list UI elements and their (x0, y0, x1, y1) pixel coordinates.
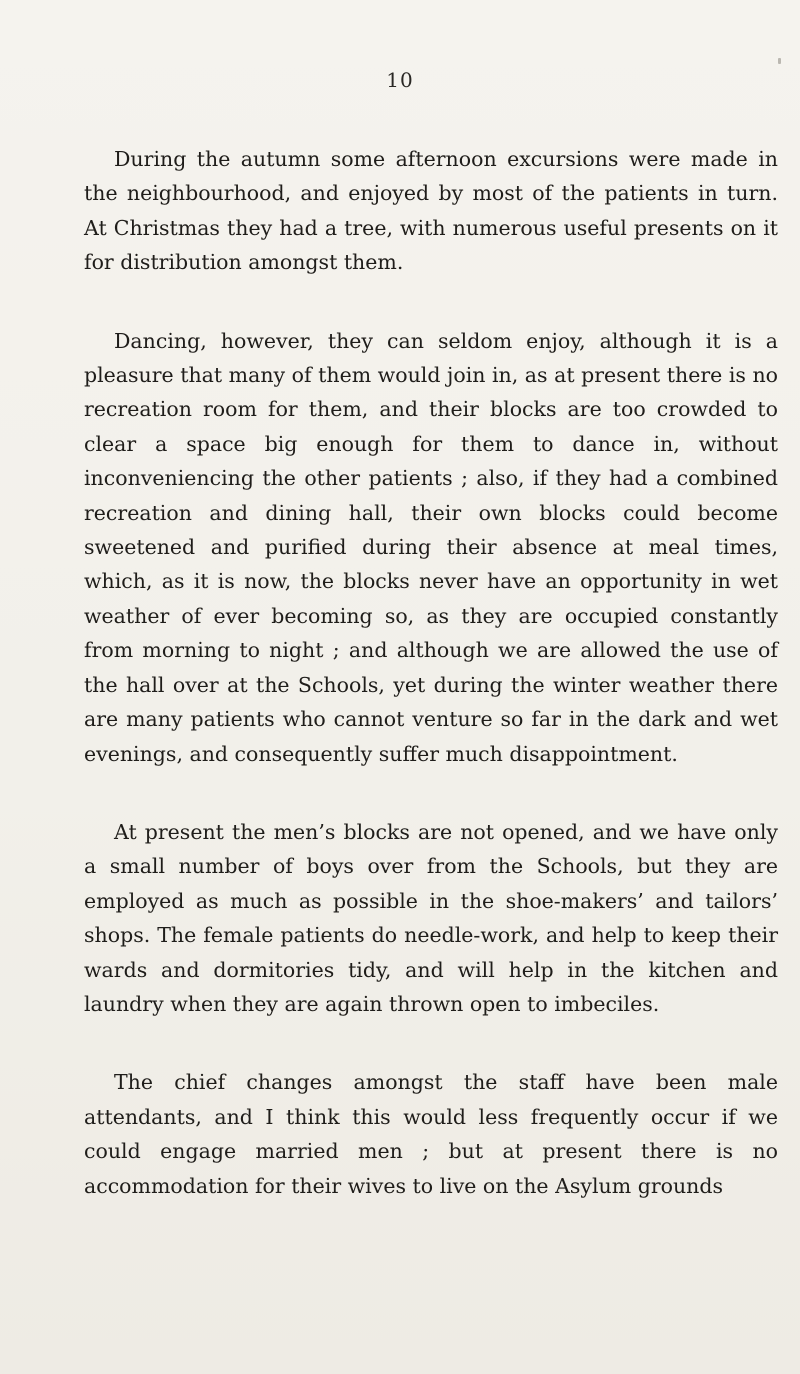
page-number: 10 (386, 68, 414, 92)
paragraph-dancing: Dancing, however, they can seldom enjoy, although it is a pleasure that many of them would join in, as at present there is no recreation room for them, and their blocks are too crowded to clear a space big enough for them to dance in, without inconveniencing the other patients ; also, if they had a combined recreation and dining hall, their own blocks could become sweetened and purified during their absence at meal times, which, as it is now, the blocks never have an opportunity in wet weather of ever becoming so, as they are occupied constantly from morning to night ; and although we are allowed the use of the hall over at the Schools, yet during the winter weather there are many patients who cannot venture so far in the dark and wet evenings, and consequently suffer much disappointment. (84, 328, 778, 766)
paragraph-excursions: During the autumn some afternoon excursions were made in the neighbourhood, and enjoyed by most of the patients in turn. At Christmas they had a tree, with numerous useful presents on it for distribution amongst them. (84, 147, 778, 275)
body-text (84, 142, 778, 1203)
paragraph-staff-changes: The chief changes amongst the staff have been male attendants, and I think this would less frequently occur if we could engage married men ; but at present there is no accommodation for their wives to live on the Asylum grounds (84, 1070, 778, 1198)
page-mark (778, 58, 781, 64)
paragraph-mens-blocks: At present the men’s blocks are not opened, and we have only a small number of boys over from the Schools, but they are employed as much as possible in the shoe-makers’ and tailors’ shops. The female patients do needle-work, and help to keep their wards and dormitories tidy, and will help in the kitchen and laundry when they are again thrown open to imbeciles. (84, 819, 778, 1016)
